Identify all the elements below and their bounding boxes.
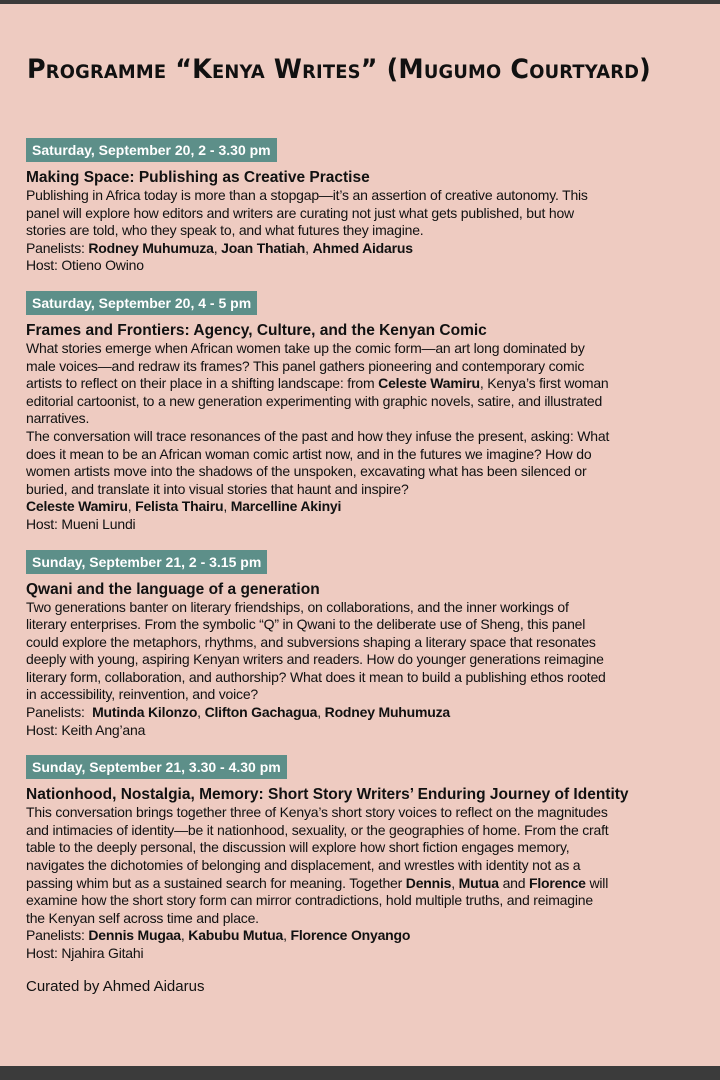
host-line: Host: Keith Ang’ana	[26, 721, 146, 738]
programme-content	[26, 138, 694, 996]
curator-credit: Curated by Ahmed Aidarus	[26, 977, 205, 995]
description-line: panel will explore how editors and writers are curating not just what gets published, but how	[26, 204, 574, 221]
panelists-line: Panelists: Rodney Muhumuza, Joan Thatiah, Ahmed Aidarus	[26, 239, 413, 256]
event-title: Nationhood, Nostalgia, Memory: Short Story Writers’ Enduring Journey of Identity	[26, 786, 629, 804]
page-title: Programme “Kenya Writes” (Mugumo Courtyard)	[27, 54, 651, 85]
event-nationhood	[26, 755, 694, 962]
panelist-name: Felista Thairu	[135, 498, 224, 515]
panelists-line: Celeste Wamiru, Felista Thairu, Marcelline Akinyi	[26, 498, 342, 515]
description-line: The conversation will trace resonances of the past and how they infuse the present, asking: What	[26, 427, 610, 444]
panelist-name: Celeste Wamiru	[26, 498, 128, 515]
event-title: Frames and Frontiers: Agency, Culture, and the Kenyan Comic	[26, 321, 487, 339]
date-badge: Sunday, September 21, 2 - 3.15 pm	[26, 550, 267, 574]
description-line	[26, 375, 694, 393]
panelist-name: Marcelline Akinyi	[230, 498, 342, 515]
description-line: in accessibility, reinvention, and voice?	[26, 686, 259, 703]
description-line: buried, and translate it into visual stories that haunt and inspire?	[26, 480, 409, 497]
description-text: will	[585, 874, 609, 891]
panelist-name: Rodney Muhumuza	[88, 239, 214, 256]
panelists-label: Panelists:	[26, 927, 89, 944]
description-line: examine how the short story form can mirror contradictions, hold multiple truths, and reimagine	[26, 892, 593, 909]
description-line: could explore the metaphors, rhythms, and subversions shaping a literary space that resonates	[26, 633, 596, 650]
panelist-name: Florence Onyango	[290, 927, 411, 944]
description-line: women artists move into the shadows of the unspoken, excavating what has been silenced or	[26, 463, 587, 480]
description-line: passing whim but as a sustained search for meaning. Together Dennis, Mutua and Florence will	[26, 874, 609, 891]
description-line: This conversation brings together three of Kenya’s short story voices to reflect on the magnitudes	[26, 804, 608, 821]
highlighted-name: Celeste Wamiru	[378, 375, 480, 392]
description-line: Two generations banter on literary friendships, on collaborations, and the inner workings of	[26, 598, 569, 615]
panelists-line: Panelists: Dennis Mugaa, Kabubu Mutua, Florence Onyango	[26, 927, 411, 944]
event-description	[26, 599, 694, 740]
description-line: narratives.	[26, 410, 90, 427]
panelist-name: Rodney Muhumuza	[324, 704, 450, 721]
description-line: stories are told, who they speak to, and what futures they imagine.	[26, 222, 424, 239]
event-description	[26, 187, 694, 275]
panelist-name: Kabubu Mutua	[188, 927, 284, 944]
bottom-border	[0, 1066, 720, 1080]
description-text: passing whim but as a sustained search for meaning. Together	[26, 874, 403, 891]
description-line: table to the deeply personal, the discussion will explore how short fiction engages memory,	[26, 839, 570, 856]
host-line: Host: Otieno Owino	[26, 257, 144, 274]
panelists-line: Panelists: Mutinda Kilonzo, Clifton Gachagua, Rodney Muhumuza	[26, 704, 450, 721]
description-line: and intimacies of identity—be it nationhood, sexuality, or the geographies of home. From the craft	[26, 821, 609, 838]
panelists-label: Panelists:	[26, 239, 89, 256]
host-line: Host: Mueni Lundi	[26, 515, 136, 532]
description-line: Publishing in Africa today is more than a stopgap—it’s an assertion of creative autonomy. This	[26, 187, 588, 203]
date-badge: Saturday, September 20, 4 - 5 pm	[26, 291, 257, 315]
panelist-name: Mutinda Kilonzo	[92, 704, 198, 721]
event-frames-and-frontiers	[26, 291, 694, 534]
description-text: , Kenya’s first woman	[479, 375, 609, 392]
date-badge: Saturday, September 20, 2 - 3.30 pm	[26, 138, 277, 162]
description-line: editorial cartoonist, to a new generation experimenting with graphic novels, satire, and illustrated	[26, 392, 603, 409]
panelist-name: Joan Thatiah	[221, 239, 306, 256]
panelist-name: Ahmed Aidarus	[312, 239, 413, 256]
description-line: does it mean to be an African woman comic artist now, and in the futures we imagine? How do	[26, 445, 592, 462]
description-line: the Kenyan self across time and place.	[26, 909, 259, 926]
highlighted-name: Mutua	[458, 874, 499, 891]
description-line: deeply with young, aspiring Kenyan writers and readers. How do younger generations reimagine	[26, 651, 604, 668]
panelist-name: Clifton Gachagua	[204, 704, 318, 721]
highlighted-name: Florence	[529, 874, 586, 891]
description-line: literary form, collaboration, and authorship? What does it mean to build a publishing ethos rooted	[26, 668, 606, 685]
event-description	[26, 804, 694, 962]
description-text: artists to reflect on their place in a shifting landscape: from	[26, 375, 375, 392]
description-text: and	[498, 874, 530, 891]
panelists-label: Panelists:	[26, 704, 93, 721]
description-line: What stories emerge when African women take up the comic form—an art long dominated by	[26, 339, 585, 356]
highlighted-name: Dennis	[405, 874, 452, 891]
description-line: navigates the dichotomies of belonging and displacement, and wrestles with identity not as a	[26, 857, 581, 874]
description-line: male voices—and redraw its frames? This panel gathers pioneering and contemporary comic	[26, 357, 585, 374]
top-border	[0, 0, 720, 4]
host-line: Host: Njahira Gitahi	[26, 945, 144, 961]
event-description	[26, 340, 694, 534]
event-title: Qwani and the language of a generation	[26, 580, 320, 598]
description-line: literary enterprises. From the symbolic “Q” in Qwani to the deliberate use of Sheng, this panel	[26, 616, 586, 633]
event-title: Making Space: Publishing as Creative Practise	[26, 169, 370, 186]
date-badge: Sunday, September 21, 3.30 - 4.30 pm	[26, 755, 287, 779]
panelist-name: Dennis Mugaa	[88, 927, 181, 944]
event-qwani	[26, 550, 694, 740]
event-making-space	[26, 138, 694, 275]
